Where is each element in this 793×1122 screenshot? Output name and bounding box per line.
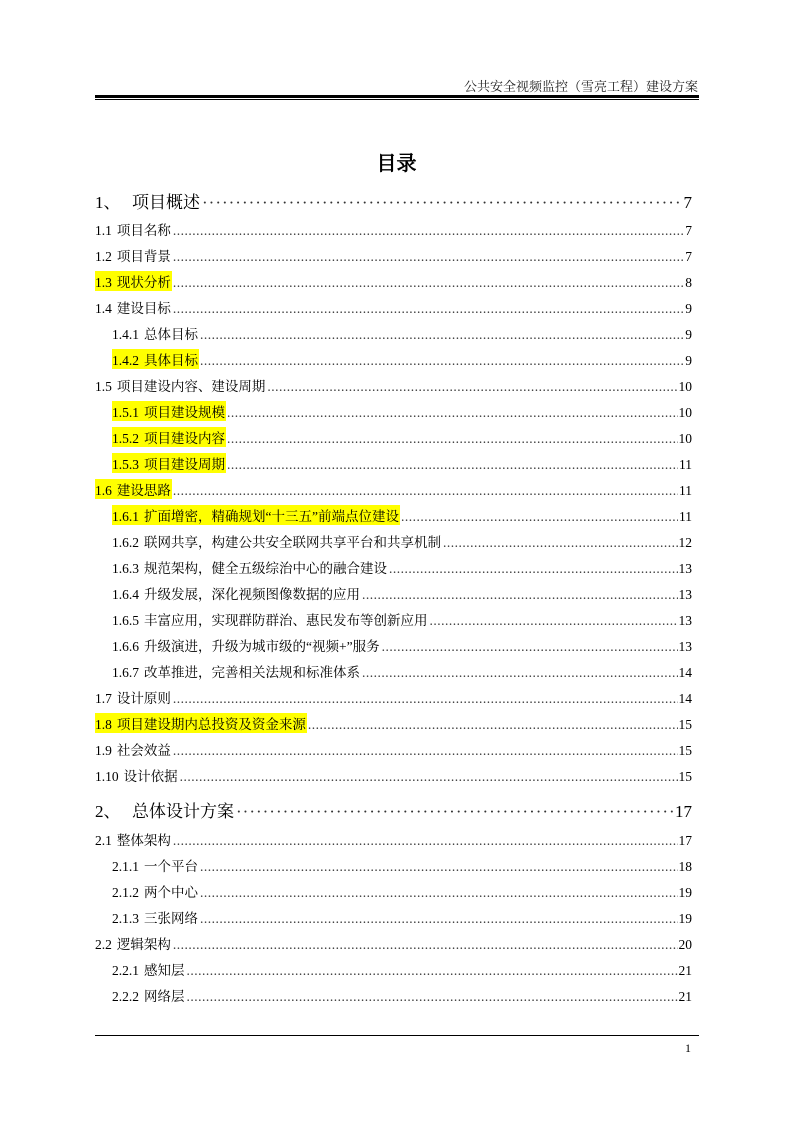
toc-entry-label (95, 297, 172, 317)
toc-entry-label (112, 349, 199, 369)
toc-entry[interactable] (95, 531, 692, 551)
toc-entry[interactable] (95, 687, 692, 707)
toc-entry[interactable] (95, 959, 692, 979)
toc-entry-label (112, 583, 361, 603)
toc-entry-label (95, 479, 172, 499)
toc-entry-label (112, 453, 226, 473)
toc-entry[interactable] (95, 271, 692, 291)
toc-entry-page: 14 (678, 691, 692, 706)
toc-entry-label (95, 219, 172, 239)
toc-entry-text: 网络层 (144, 989, 185, 1004)
toc-entry-label (112, 881, 199, 901)
toc-leader-dots (227, 431, 678, 447)
toc-entry-page: 13 (678, 561, 692, 576)
toc-entry[interactable] (95, 933, 692, 953)
toc-entry-text: 升级演进，升级为城市级的“视频+”服务 (144, 639, 380, 654)
toc-entry-label (95, 739, 172, 759)
toc-entry-label (112, 609, 429, 629)
toc-leader-dots (430, 613, 678, 629)
toc-entry-number: 1.6.6 (112, 639, 139, 654)
toc-entry-page: 10 (678, 431, 692, 446)
toc-entry[interactable] (95, 855, 692, 875)
toc-leader-dots (443, 535, 678, 551)
toc-entry[interactable] (95, 713, 692, 733)
toc-entry-number: 1.6.4 (112, 587, 139, 602)
toc-entry[interactable] (95, 661, 692, 681)
toc-entry[interactable] (95, 609, 692, 629)
toc-entry-text: 社会效益 (116, 743, 171, 758)
toc-entry-page: 17 (675, 802, 692, 821)
toc-entry-label (95, 797, 235, 822)
toc-leader-dots (382, 639, 678, 655)
toc-entry-page: 13 (678, 613, 692, 628)
toc-entry[interactable] (95, 188, 692, 212)
toc-entry-text: 设计依据 (123, 769, 178, 784)
toc-entry-number: 1.4.2 (112, 353, 139, 368)
toc-entry[interactable] (95, 985, 692, 1005)
page-number: 1 (685, 1041, 691, 1055)
document-title: 公共安全视频监控（雪亮工程）建设方案 (463, 79, 698, 94)
toc-entry-number: 1.5.2 (112, 431, 139, 446)
toc-entry-text: 项目建设期内总投资及资金来源 (116, 717, 306, 732)
toc-entry-text: 两个中心 (144, 885, 198, 900)
toc-entry-page: 15 (678, 717, 692, 732)
toc-entry[interactable] (95, 829, 692, 849)
toc-entry-number: 1.10 (95, 769, 119, 784)
toc-leader-dots (173, 249, 684, 265)
toc-entry-label (112, 907, 199, 927)
toc-entry-text: 丰富应用，实现群防群治、惠民发布等创新应用 (144, 613, 428, 628)
toc-entry-page: 8 (685, 275, 692, 290)
toc-entry[interactable] (95, 765, 692, 785)
toc-entry-text: 项目建设内容 (144, 431, 225, 446)
toc-entry-page: 17 (678, 833, 692, 848)
toc-entry-label (95, 713, 307, 733)
toc-entry-number: 1.4.1 (112, 327, 139, 342)
toc-entry-page: 18 (678, 859, 692, 874)
toc-entry-label (95, 687, 172, 707)
toc-leader-dots (267, 379, 677, 395)
toc-entry-page: 9 (685, 353, 692, 368)
toc-entry-text: 整体架构 (116, 833, 171, 848)
toc-entry-page: 7 (683, 193, 692, 212)
toc-entry[interactable] (95, 797, 692, 821)
toc-entry-page: 19 (678, 885, 692, 900)
toc-entry[interactable] (95, 219, 692, 239)
footer-rule (95, 1035, 699, 1036)
toc-entry-text: 感知层 (144, 963, 185, 978)
toc-entry-page: 10 (678, 405, 692, 420)
toc-entry-label (95, 829, 172, 849)
toc-entry-text: 项目建设内容、建设周期 (116, 379, 266, 394)
toc-entry[interactable] (95, 635, 692, 655)
toc-entry-page: 7 (685, 249, 692, 264)
toc-entry-number: 2.1.1 (112, 859, 139, 874)
toc-leader-dots (236, 802, 674, 822)
toc-entry[interactable] (95, 479, 692, 499)
toc-entry-number: 2、 (95, 802, 121, 821)
toc-entry-label (112, 323, 199, 343)
toc-entry-label (112, 505, 400, 525)
toc-entry-page: 10 (678, 379, 692, 394)
toc-entry[interactable] (95, 297, 692, 317)
toc-entry-text: 建设目标 (116, 301, 171, 316)
toc-entry-number: 1.3 (95, 275, 112, 290)
toc-entry-text: 一个平台 (144, 859, 198, 874)
toc-entry-label (112, 635, 381, 655)
toc-leader-dots (173, 743, 678, 759)
toc-entry-text: 项目建设周期 (144, 457, 225, 472)
toc-entry-label (112, 401, 226, 421)
toc-entry-label (112, 855, 199, 875)
toc-leader-dots (362, 665, 678, 681)
toc-entry[interactable] (95, 739, 692, 759)
toc-leader-dots (173, 223, 684, 239)
toc-entry-number: 2.2.1 (112, 963, 139, 978)
toc-entry-text: 项目名称 (116, 223, 171, 238)
toc-entry-label (112, 427, 226, 447)
toc-entry-number: 1.6.5 (112, 613, 139, 628)
toc-entry-text: 总体目标 (144, 327, 198, 342)
toc-leader-dots (202, 193, 683, 213)
toc-leader-dots (389, 561, 678, 577)
header-rule-thin (95, 99, 699, 100)
toc-entry-label (95, 271, 172, 291)
toc-entry-text: 设计原则 (116, 691, 171, 706)
toc-entry-number: 1.7 (95, 691, 112, 706)
toc-leader-dots (200, 353, 684, 369)
toc-entry-text: 升级发展，深化视频图像数据的应用 (144, 587, 360, 602)
toc-entry-page: 7 (685, 223, 692, 238)
toc-entry-label (112, 959, 186, 979)
toc-entry-text: 项目概述 (132, 193, 200, 212)
toc-entry-text: 项目背景 (116, 249, 171, 264)
toc-entry-text: 扩面增密，精确规划“十三五”前端点位建设 (144, 509, 399, 524)
toc-entry-page: 13 (678, 587, 692, 602)
toc-entry-text: 联网共享，构建公共安全联网共享平台和共享机制 (144, 535, 441, 550)
toc-entry-text: 具体目标 (144, 353, 198, 368)
toc-leader-dots (308, 717, 678, 733)
toc-entry-number: 1.2 (95, 249, 112, 264)
toc-entry[interactable] (95, 557, 692, 577)
toc-entry[interactable] (95, 583, 692, 603)
toc-entry[interactable] (95, 881, 692, 901)
toc-entry-number: 1.5.3 (112, 457, 139, 472)
toc-leader-dots (200, 859, 678, 875)
toc-leader-dots (173, 301, 684, 317)
toc-leader-dots (187, 963, 678, 979)
toc-entry-number: 1、 (95, 193, 121, 212)
toc-entry-page: 20 (678, 937, 692, 952)
toc-entry-number: 1.5.1 (112, 405, 139, 420)
toc-entry-text: 现状分析 (116, 275, 171, 290)
toc-leader-dots (227, 405, 678, 421)
toc-entry-number: 1.6.3 (112, 561, 139, 576)
toc-entry[interactable] (95, 349, 692, 369)
toc-entry-page: 11 (679, 509, 692, 524)
toc-leader-dots (173, 275, 684, 291)
toc-entry-label (95, 933, 172, 953)
toc-entry[interactable] (95, 505, 692, 525)
toc-leader-dots (200, 885, 678, 901)
toc-entry-number: 1.1 (95, 223, 112, 238)
toc-entry-page: 19 (678, 911, 692, 926)
toc-entry-number: 2.1 (95, 833, 112, 848)
toc-entry[interactable] (95, 453, 692, 473)
toc-entry-label (95, 245, 172, 265)
toc-entry-text: 总体设计方案 (132, 802, 234, 821)
toc-leader-dots (173, 937, 678, 953)
toc-entry-label (95, 375, 266, 395)
toc-leader-dots (173, 691, 678, 707)
toc-entry-page: 9 (685, 301, 692, 316)
toc-entry[interactable] (95, 907, 692, 927)
toc-entry-page: 14 (678, 665, 692, 680)
toc-leader-dots (187, 989, 678, 1005)
toc-entry-number: 1.5 (95, 379, 112, 394)
toc-entry-text: 逻辑架构 (116, 937, 171, 952)
toc-entry-label (112, 557, 388, 577)
toc-entry-number: 2.2 (95, 937, 112, 952)
toc-leader-dots (200, 911, 678, 927)
toc-leader-dots (401, 509, 678, 525)
toc-entry-text: 建设思路 (116, 483, 171, 498)
toc-leader-dots (200, 327, 684, 343)
toc-entry[interactable] (95, 427, 692, 447)
toc-entry-label (112, 531, 442, 551)
toc-entry-text: 三张网络 (144, 911, 198, 926)
toc-entry-page: 9 (685, 327, 692, 342)
toc-entry[interactable] (95, 401, 692, 421)
toc-entry-number: 1.4 (95, 301, 112, 316)
toc-entry-number: 2.2.2 (112, 989, 139, 1004)
toc-entry-page: 21 (678, 989, 692, 1004)
toc-entry-page: 15 (678, 769, 692, 784)
toc-entry[interactable] (95, 375, 692, 395)
toc-entry-page: 12 (678, 535, 692, 550)
toc-entry-page: 11 (679, 457, 692, 472)
toc-entry-label (112, 985, 186, 1005)
toc-leader-dots (362, 587, 678, 603)
toc-entry-page: 13 (678, 639, 692, 654)
toc-entry[interactable] (95, 245, 692, 265)
toc-entry-number: 1.6.1 (112, 509, 139, 524)
toc-entry-text: 改革推进，完善相关法规和标准体系 (144, 665, 360, 680)
toc-leader-dots (180, 769, 678, 785)
toc-entry-number: 1.6 (95, 483, 112, 498)
toc-entry[interactable] (95, 323, 692, 343)
toc-entry-number: 1.9 (95, 743, 112, 758)
toc-entry-number: 2.1.2 (112, 885, 139, 900)
toc-entry-page: 15 (678, 743, 692, 758)
toc-heading: 目录 (376, 153, 417, 175)
toc-entry-number: 2.1.3 (112, 911, 139, 926)
toc-entry-number: 1.6.2 (112, 535, 139, 550)
toc-entry-label (95, 765, 179, 785)
toc-leader-dots (173, 833, 678, 849)
toc-entry-label (95, 188, 201, 213)
toc-entry-page: 11 (679, 483, 692, 498)
toc-entry-label (112, 661, 361, 681)
toc-entry-text: 项目建设规模 (144, 405, 225, 420)
toc-entry-number: 1.6.7 (112, 665, 139, 680)
toc-leader-dots (227, 457, 678, 473)
toc-entry-number: 1.8 (95, 717, 112, 732)
toc-leader-dots (173, 483, 678, 499)
toc-entry-text: 规范架构，健全五级综治中心的融合建设 (144, 561, 387, 576)
toc-entry-page: 21 (678, 963, 692, 978)
header-rule (95, 95, 699, 98)
